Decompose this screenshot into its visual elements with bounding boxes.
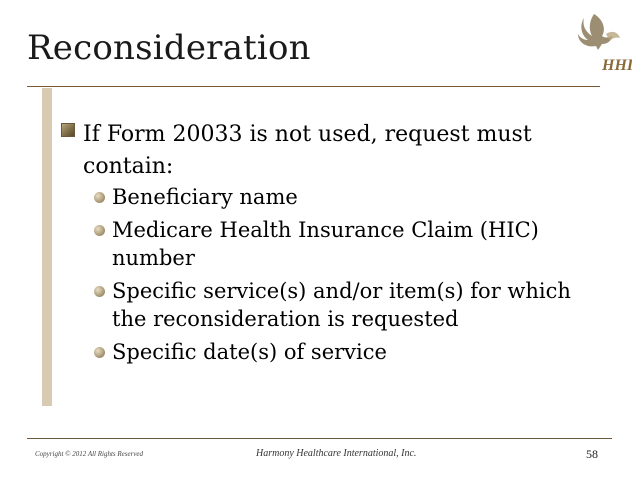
round-bullet-icon	[94, 225, 105, 236]
sub-bullet-text: Specific date(s) of service	[112, 340, 387, 364]
sub-bullet-text: Specific service(s) and/or item(s) for which the reconsideration is requested	[112, 279, 571, 331]
main-bullet	[69, 119, 581, 183]
round-bullet-icon	[94, 347, 105, 358]
square-bullet-icon	[61, 123, 75, 137]
round-bullet-icon	[94, 286, 105, 297]
title-divider-right	[572, 86, 600, 87]
list-item	[92, 216, 572, 272]
hhi-logo	[572, 10, 632, 76]
round-bullet-icon	[94, 192, 105, 203]
title-divider	[27, 86, 572, 87]
slide-title: Reconsideration	[27, 28, 311, 68]
dove-logo-icon	[572, 10, 632, 76]
sub-bullet-list	[92, 183, 572, 371]
list-item	[92, 183, 572, 211]
logo-text: HHI	[602, 57, 632, 74]
sub-bullet-text: Beneficiary name	[112, 185, 298, 209]
page-number: 58	[586, 447, 598, 461]
list-item	[92, 338, 572, 366]
sub-bullet-text: Medicare Health Insurance Claim (HIC) number	[112, 218, 539, 270]
footer-divider	[27, 438, 612, 439]
main-bullet-text: If Form 20033 is not used, request must contain:	[83, 122, 532, 179]
decorative-side-bar	[42, 88, 52, 406]
footer-copyright: Copyright © 2012 All Rights Reserved	[35, 450, 144, 458]
list-item	[92, 277, 572, 333]
footer-company: Harmony Healthcare International, Inc.	[256, 448, 417, 459]
